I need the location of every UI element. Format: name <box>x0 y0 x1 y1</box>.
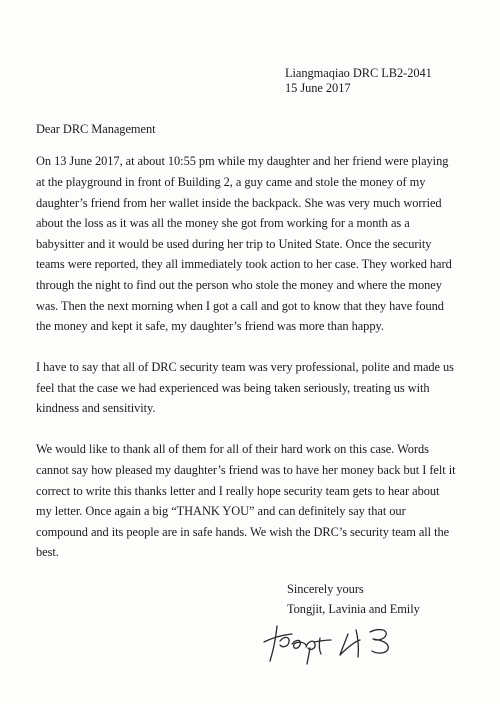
text-line: my letter. Once again a big “THANK YOU” and can definitely say that our <box>36 504 406 518</box>
closing-phrase: Sincerely yours <box>287 582 364 596</box>
text-line: We would like to thank all of them for all of their hard work on this case. Words <box>36 442 429 456</box>
text-line: daughter’s friend from her wallet inside the backpack. She was very much worried <box>36 196 442 210</box>
text-line: teams were reported, they all immediately took action to her case. They worked hard <box>36 257 452 271</box>
text-line: compound and its people are in safe hands. We wish the DRC’s security team all the <box>36 525 450 539</box>
text-line: On 13 June 2017, at about 10:55 pm while my daughter and her friend were playing <box>36 154 449 168</box>
text-line: was. Then the next morning when I got a call and got to know that they have found <box>36 299 444 313</box>
letter-date: 15 June 2017 <box>285 81 351 95</box>
text-line: best. <box>36 545 59 559</box>
text-line: about the loss as it was all the money she got from working for a month as a <box>36 216 410 230</box>
text-line: the money and kept it safe, my daughter’s friend was more than happy. <box>36 319 384 333</box>
text-line: at the playground in front of Building 2, a guy came and stole the money of my <box>36 175 426 189</box>
text-line: correct to write this thanks letter and I really hope security team gets to hear about <box>36 484 440 498</box>
text-line: feel that the case we had experienced was being taken seriously, treating us with <box>36 381 430 395</box>
signatories: Tongjit, Lavinia and Emily <box>287 602 420 616</box>
text-line: I have to say that all of DRC security team was very professional, polite and made us <box>36 360 454 374</box>
text-line: through the night to find out the person who stole the money and where the money <box>36 278 442 292</box>
salutation: Dear DRC Management <box>36 122 156 136</box>
text-line: babysitter and it would be used during her trip to United State. Once the security <box>36 237 432 251</box>
handwritten-signature <box>258 614 418 670</box>
text-line: cannot say how pleased my daughter’s friend was to have her money back but I felt it <box>36 463 456 477</box>
text-line: kindness and sensitivity. <box>36 401 156 415</box>
sender-address: Liangmaqiao DRC LB2-2041 <box>285 66 432 80</box>
